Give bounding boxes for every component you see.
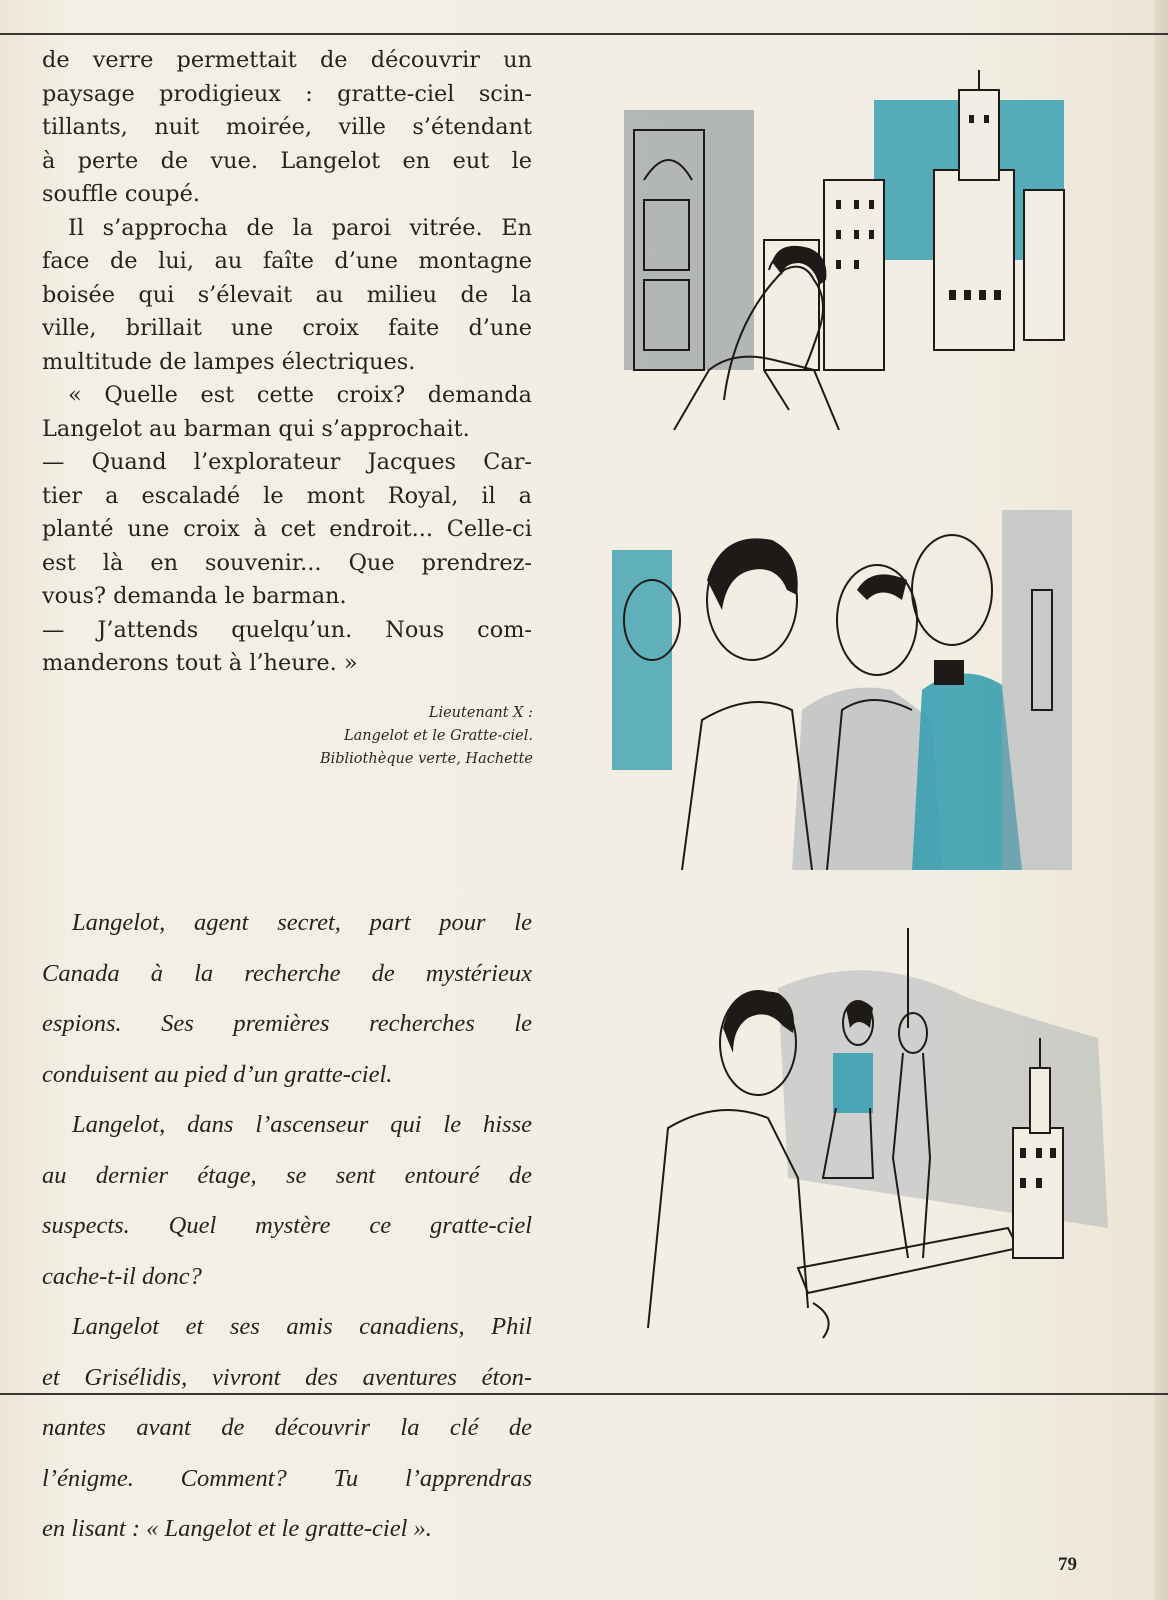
summary-line: conduisent au pied d’un gratte-ciel. (42, 1060, 393, 1088)
excerpt-line: — Quand l’explorateur Jacques Car- (42, 449, 532, 475)
excerpt-line: Il s’approcha de la paroi vitrée. En (68, 214, 532, 241)
page-edge (1154, 0, 1168, 1600)
summary-line: l’énigme. Comment? Tu l’apprendras (42, 1464, 532, 1492)
summary-line: Langelot, agent secret, part pour le (72, 909, 532, 936)
excerpt-line: de verre permettait de découvrir un (42, 47, 532, 73)
summary-line: Canada à la recherche de mystérieux (42, 959, 532, 987)
summary-paragraph (42, 1310, 532, 1546)
excerpt-line: face de lui, au faîte d’une montagne (42, 248, 532, 274)
summary-line: et Grisélidis, vivront des aventures éton- (42, 1363, 532, 1391)
page-number: 79 (1058, 1554, 1077, 1575)
excerpt-line: multitude de lampes électriques. (42, 348, 416, 375)
credit-publisher: Bibliothèque verte, Hachette (319, 751, 533, 767)
summary-paragraph (42, 906, 532, 1091)
summary-line: cache-t-il donc? (42, 1262, 202, 1290)
summary-line: Langelot et ses amis canadiens, Phil (72, 1313, 532, 1340)
excerpt-line: à perte de vue. Langelot en eut le (42, 147, 532, 174)
excerpt-line: planté une croix à cet endroit... Celle-ci (42, 516, 532, 542)
top-rule (0, 33, 1168, 35)
illustration-group (612, 510, 1082, 870)
source-credit (230, 702, 533, 771)
excerpt-line: ville, brillait une croix faite d’une (42, 315, 532, 341)
excerpt-line: « Quelle est cette croix? demanda (68, 382, 532, 408)
summary-line: suspects. Quel mystère ce gratte-ciel (42, 1212, 532, 1239)
summary-paragraph (42, 1108, 532, 1293)
excerpt-line: tier a escaladé le mont Royal, il a (42, 482, 532, 509)
excerpt-column (42, 44, 532, 681)
summary-column (42, 906, 532, 1563)
summary-line: Langelot, dans l’ascenseur qui le hisse (72, 1111, 532, 1138)
excerpt-line: paysage prodigieux : gratte-ciel scin- (42, 80, 532, 107)
credit-author: Lieutenant X : (428, 705, 533, 721)
summary-line: espions. Ses premières recherches le (42, 1010, 532, 1037)
excerpt-line: est là en souvenir... Que prendrez- (42, 549, 532, 576)
excerpt-line: vous? demanda le barman. (42, 583, 347, 609)
excerpt-line: — J’attends quelqu’un. Nous com- (42, 616, 532, 643)
summary-line: au dernier étage, se sent entouré de (42, 1161, 532, 1189)
summary-line: nantes avant de découvrir la clé de (42, 1414, 532, 1441)
excerpt-line: tillants, nuit moirée, ville s’étendant (42, 114, 532, 140)
summary-line: en lisant : « Langelot et le gratte-ciel ». (42, 1515, 432, 1542)
credit-title: Langelot et le Gratte-ciel. (343, 728, 533, 744)
illustration-ledge (608, 928, 1118, 1348)
excerpt-line: boisée qui s’élevait au milieu de la (42, 281, 532, 308)
excerpt-line: Langelot au barman qui s’approchait. (42, 415, 470, 442)
excerpt-line: souffle coupé. (42, 181, 200, 207)
excerpt-line: manderons tout à l’heure. » (42, 650, 358, 676)
illustration-skyline (614, 70, 1094, 430)
